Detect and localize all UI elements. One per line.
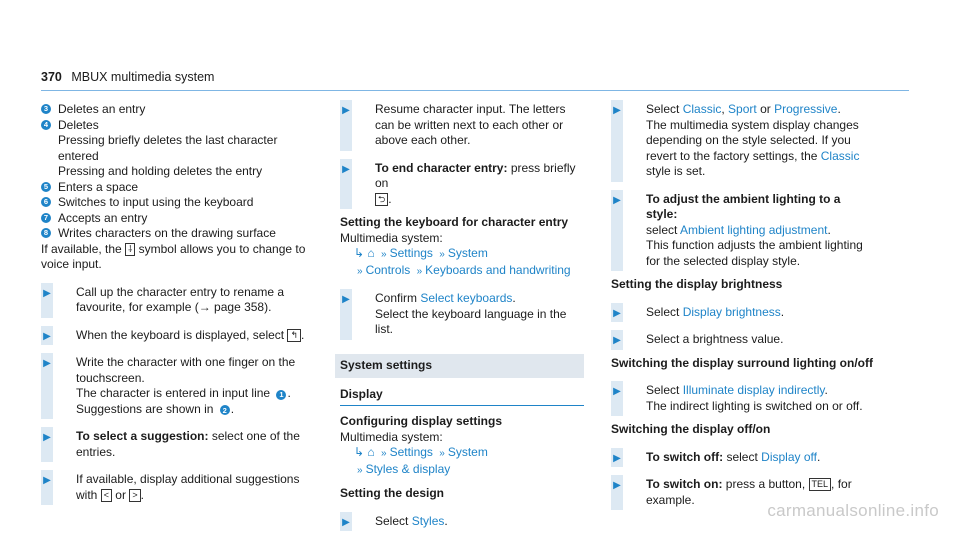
callout-number: 7 <box>41 213 51 223</box>
list-item: 6 Switches to input using the keyboard <box>41 195 316 211</box>
section-band: System settings <box>335 354 584 378</box>
page-title: MBUX multimedia system <box>71 70 215 84</box>
list-item: 8 Writes characters on the drawing surface <box>41 226 316 242</box>
step-arrow-icon: ▶ <box>43 330 51 342</box>
nav-path: » Styles & display <box>357 461 451 476</box>
step-arrow-icon: ▶ <box>342 294 350 305</box>
list-item: 3 Deletes an entry <box>41 102 316 118</box>
step-item: ▶ To select a suggestion: select one of the entries. <box>41 429 316 460</box>
section-heading: Switching the display off/on <box>611 422 771 436</box>
step-arrow-icon: ▶ <box>342 163 350 175</box>
nav-path: ↳ ⌂ » Settings » System <box>354 246 488 260</box>
step-item: ▶ When the keyboard is displayed, select ↰ . <box>41 328 316 344</box>
step-item: ▶ Select Display brightness. <box>611 305 873 321</box>
step-item: ▶ Call up the character entry to rename a favourite, for example (→ page 358). <box>41 285 316 316</box>
step-item: ▶ If available, display additional suggestions with < or > . <box>41 472 316 503</box>
callout-number: 1 <box>276 390 286 400</box>
section-heading: Setting the display brightness <box>611 277 783 291</box>
callout-number: 2 <box>220 405 230 415</box>
column-3 <box>611 102 873 508</box>
header-divider <box>41 90 909 91</box>
handwriting-icon: ↰ <box>287 329 301 342</box>
step-item: ▶ To end character entry: press briefly on ⮌ . <box>340 161 584 208</box>
callout-number: 6 <box>41 197 51 207</box>
step-arrow-icon: ▶ <box>613 452 621 464</box>
step-item: ▶ To switch on: press a button, TEL , for example. <box>611 477 873 508</box>
list-item: 7 Accepts an entry <box>41 211 316 227</box>
page-header <box>41 70 214 84</box>
list-item: 4 Deletes Pressing briefly deletes the last character entered Pressing and holding deletes the entry <box>41 118 316 180</box>
step-arrow-icon: ▶ <box>613 105 621 116</box>
chevron-right-icon: » <box>416 265 423 277</box>
chevron-right-icon: » <box>439 448 445 459</box>
callout-number: 4 <box>41 120 51 130</box>
section-heading: Switching the display surround lighting on/off <box>611 355 873 370</box>
step-arrow-icon: ▶ <box>613 307 621 319</box>
step-arrow-icon: ▶ <box>43 432 51 443</box>
page-number: 370 <box>41 70 62 84</box>
step-arrow-icon: ▶ <box>342 105 350 116</box>
step-arrow-icon: ▶ <box>613 480 621 491</box>
step-item: ▶ Resume character input. The letters can be written next to each other or above each other. <box>340 102 584 149</box>
step-arrow-icon: ▶ <box>342 516 350 528</box>
home-icon: ⌂ <box>367 246 375 260</box>
nav-path: » Controls » Keyboards and handwriting <box>357 262 571 277</box>
back-arrow-icon: ⮌ <box>375 193 388 206</box>
step-arrow-icon: ▶ <box>43 475 51 486</box>
chevron-right-icon: » <box>357 464 363 476</box>
step-arrow-icon: ▶ <box>613 335 621 346</box>
home-icon: ⌂ <box>367 445 375 459</box>
step-item: ▶ Select Classic, Sport or Progressive. The multimedia system display changes depending on the style selected. If you revert to the factory settings, the Classic style is set. <box>611 102 873 180</box>
watermark: carmanualsonline.info <box>767 501 939 520</box>
list-item: 5 Enters a space <box>41 180 316 196</box>
chevron-right-icon: » <box>439 249 445 260</box>
step-arrow-icon: ▶ <box>43 358 51 369</box>
chevron-right-icon: » <box>381 448 387 459</box>
section-heading: Configuring display settings <box>340 414 503 428</box>
chevron-right-icon: » <box>357 265 363 277</box>
step-item: ▶ Select a brightness value. <box>611 332 873 348</box>
column-2: ▶ Resume character input. The letters can be written next to each other or above each other. ▶ To end character entry: press briefly on ⮌ . Setting the keyboard for character entry Multimedia system: ↳ ⌂ » Settings » System » Controls » Keyboards and handwriting ▶ Confirm Select keyboards. Select the keyboard language in the list. System settings Display Configuring display settings Multimedia system: ↳ ⌂ » Settings » System » Styles & display Setting the design ▶ Select Styles. <box>340 102 584 529</box>
step-arrow-icon: ▶ <box>613 194 621 206</box>
chevron-right-icon: > <box>129 489 140 502</box>
callout-number: 8 <box>41 228 51 238</box>
step-arrow-icon: ▶ <box>43 287 51 299</box>
callout-number: 5 <box>41 182 51 192</box>
microphone-icon: ⸸ <box>125 243 135 256</box>
section-heading: Setting the design <box>340 486 445 500</box>
callout-number: 3 <box>41 104 51 114</box>
section-heading: Setting the keyboard for character entry <box>340 215 569 229</box>
voice-input-note: If available, the ⸸ symbol allows you to change to voice input. <box>41 241 306 271</box>
chevron-left-icon: < <box>101 489 112 502</box>
column-1 <box>41 102 316 503</box>
step-item: ▶ Write the character with one finger on the touchscreen. The character is entered in input line 1 . Suggestions are shown in 2 . <box>41 355 316 417</box>
subsection-title: Display <box>340 387 584 407</box>
step-item: ▶ To adjust the ambient lighting to a style: select Ambient lighting adjustment. This function adjusts the ambient lighting for the selected display style. <box>611 192 873 270</box>
phone-button-icon: TEL <box>809 478 832 491</box>
step-item: ▶ To switch off: select Display off. <box>611 450 873 466</box>
step-item: ▶ Select Styles. <box>340 514 584 530</box>
step-item: ▶ Confirm Select keyboards. Select the keyboard language in the list. <box>340 291 584 338</box>
chevron-right-icon: » <box>381 249 387 260</box>
step-arrow-icon: ▶ <box>613 386 621 397</box>
nav-path: ↳ ⌂ » Settings » System <box>354 445 488 459</box>
step-item: ▶ Select Illuminate display indirectly. The indirect lighting is switched on or off. <box>611 383 873 414</box>
